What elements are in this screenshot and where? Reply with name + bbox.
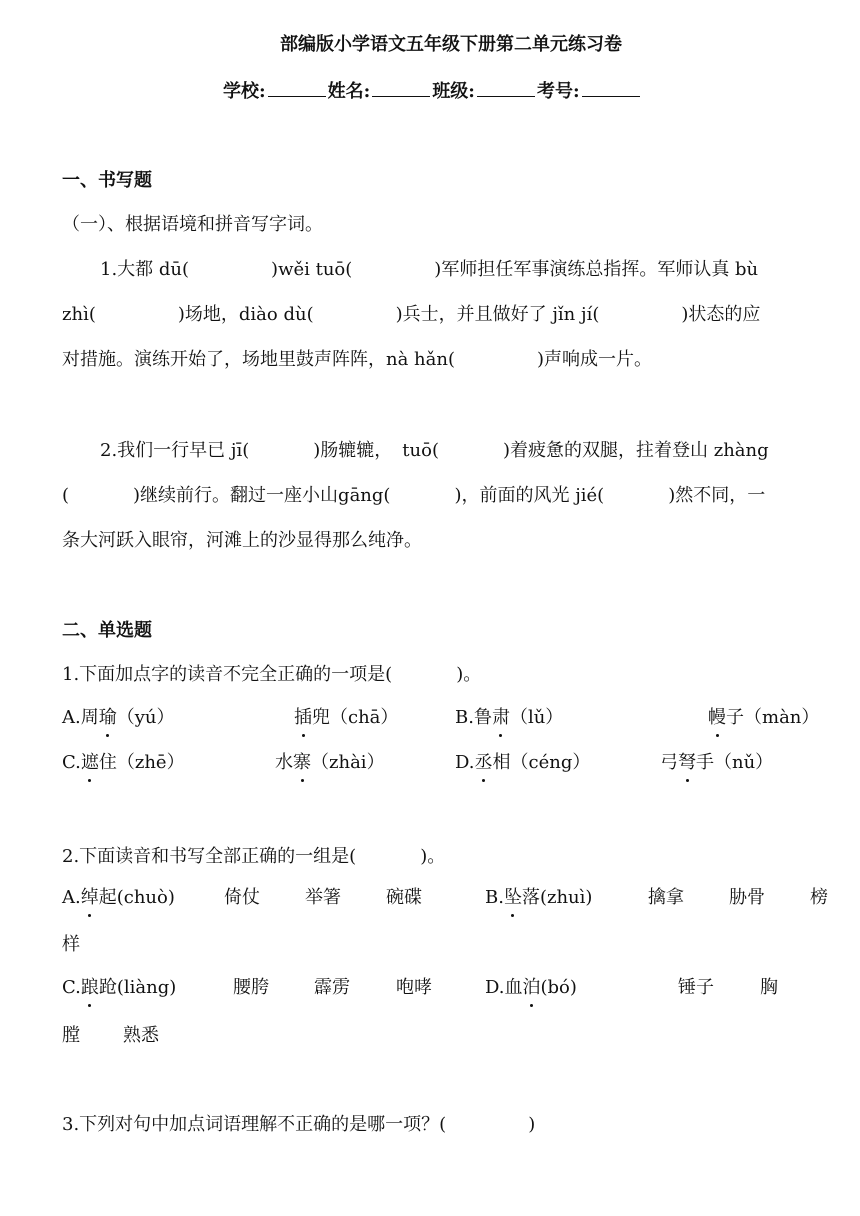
q2-line-3: 条大河跃入眼帘，河滩上的沙显得那么纯净。 [62,530,422,551]
mc1-option-a[interactable] [62,705,175,731]
text: )状态的应 [681,304,761,325]
dotted-char: 幔 [708,705,726,731]
mc1-option-c2 [275,750,385,776]
mc2-d-word-1: 锤子 [678,977,714,998]
student-info-line [223,78,642,105]
q2-line-2 [62,483,765,509]
text: 手（nǔ） [696,752,774,773]
text: 3.下列对句中加点词语理解不正确的是哪一项？( [62,1114,447,1135]
school-label: 学校: [223,81,266,102]
mc2-d-word-3: 熟悉 [123,1025,159,1046]
text: 子（màn） [726,707,820,728]
text: 1.下面加点字的读音不完全正确的一项是( [62,664,393,685]
mc2-b-word-1: 擒拿 [648,887,684,908]
mc2-option-a[interactable] [62,885,175,911]
mc2-stem [62,844,445,870]
dotted-char: 肃 [492,705,510,731]
mc1-option-b2 [708,705,819,731]
exam-number-blank[interactable] [582,78,640,97]
text: （zhài） [311,752,385,773]
text: 跄(liàng) [98,977,177,998]
text: 兜（chā） [312,707,399,728]
text: (bó) [540,977,577,998]
text: tuō( [402,440,439,461]
text: C. [62,752,81,773]
mc1-option-d2 [660,750,773,776]
text: )兵士，并且做好了 jǐn jí( [395,304,600,325]
dotted-char: 绰 [81,885,99,911]
dotted-char: 踉 [81,975,99,1001]
mc2-option-d[interactable] [485,975,577,1001]
text: （lǔ） [509,707,564,728]
mc3-stem [62,1112,535,1138]
mc2-c-word-2: 霹雳 [314,977,350,998]
dotted-char: 丞 [475,750,493,776]
name-label: 姓名: [327,81,371,102]
class-blank[interactable] [477,78,535,97]
class-label: 班级: [432,81,475,102]
text: A.周 [62,707,99,728]
mc1-option-b[interactable] [455,705,563,731]
text: （yú） [116,707,175,728]
mc2-option-b[interactable] [485,885,592,911]
text: 相（céng） [492,752,591,773]
text: A. [62,887,81,908]
mc2-a-word-1: 倚仗 [224,887,260,908]
mc1-option-a2 [294,705,398,731]
dotted-char: 寨 [293,750,311,776]
text: )wěi tuō( [271,259,353,280]
mc1-stem [62,662,481,688]
text: )场地，diào dù( [177,304,314,325]
text: B. [485,887,504,908]
mc2-option-c[interactable] [62,975,176,1001]
text: 水 [275,752,293,773]
school-blank[interactable] [268,78,326,97]
mc2-b-word-2: 胁骨 [729,887,765,908]
mc2-a-word-3: 碗碟 [386,887,422,908]
text: C. [62,977,81,998]
exam-number-label: 考号: [536,81,580,102]
q2-line-1 [100,438,769,464]
q1-line-1 [100,257,758,283]
mc2-c-word-1: 腰胯 [233,977,269,998]
dotted-char: 插 [294,705,312,731]
text: )。 [456,664,482,685]
text: ) [528,1114,536,1135]
page-title: 部编版小学语文五年级下册第二单元练习卷 [280,34,622,55]
text: 落(zhuì) [521,887,593,908]
text: 对措施。演练开始了，场地里鼓声阵阵，nà hǎn( [62,349,455,370]
mc2-b-word-3b: 样 [62,934,80,955]
text: ( [62,485,70,506]
section-subheading: （一）、根据语境和拼音写字词。 [62,214,323,235]
q1-line-2 [62,302,760,328]
text: )声响成一片。 [536,349,653,370]
dotted-char: 弩 [678,750,696,776]
text: )着疲惫的双腿，拄着登山 zhàng [502,440,769,461]
dotted-char: 瑜 [99,705,117,731]
text: zhì( [62,304,96,325]
mc2-b-word-3a: 榜 [810,887,828,908]
section-heading-writing: 一、书写题 [62,170,152,191]
name-blank[interactable] [372,78,430,97]
text: 住（zhē） [98,752,185,773]
text: 2.我们一行早已 jī( [100,440,250,461]
q1-line-3 [62,347,652,373]
text: D.血 [485,977,523,998]
mc2-d-word-2a: 胸 [760,977,778,998]
text: 2.下面读音和书写全部正确的一组是( [62,846,357,867]
mc2-d-word-2b: 膛 [62,1025,80,1046]
text: )然不同，一 [668,485,766,506]
text: 弓 [660,752,678,773]
dotted-char: 遮 [81,750,99,776]
text: )，前面的风光 jié( [454,485,605,506]
dotted-char: 泊 [523,975,541,1001]
mc1-option-d[interactable] [455,750,590,776]
text: D. [455,752,475,773]
text: 起(chuò) [98,887,175,908]
text: 1.大都 dū( [100,259,190,280]
text: B.鲁 [455,707,492,728]
text: )继续前行。翻过一座小山gāng( [133,485,391,506]
text: )军师担任军事演练总指挥。军师认真 bù [434,259,759,280]
mc2-c-word-3: 咆哮 [396,977,432,998]
mc1-option-c[interactable] [62,750,185,776]
mc2-a-word-2: 举箸 [305,887,341,908]
text: )肠辘辘， [313,440,393,461]
dotted-char: 坠 [504,885,522,911]
text: )。 [420,846,446,867]
section-heading-single-choice: 二、单选题 [62,620,152,641]
